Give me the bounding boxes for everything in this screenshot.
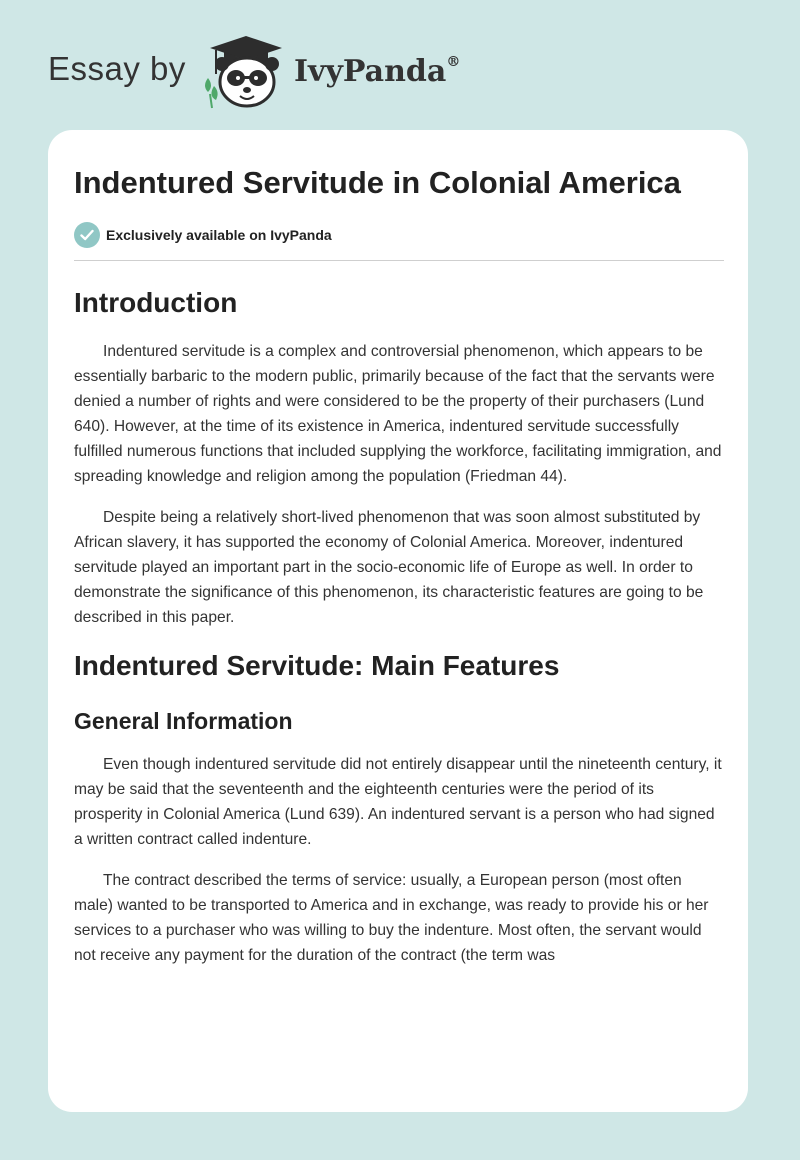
essay-title: Indentured Servitude in Colonial America <box>74 165 681 200</box>
brand-name[interactable] <box>294 54 460 89</box>
exclusive-badge-label: Exclusively available on IvyPanda <box>106 227 332 243</box>
exclusive-badge <box>74 222 724 248</box>
paragraph: Even though indentured servitude did not entirely disappear until the nineteenth century, it may be said that the seventeenth and the eighteenth centuries were the period of its prosperity in Colonial America (Lund 639). An indentured servant is a person who had signed a written contract called indenture. <box>74 756 722 848</box>
section-heading-main-features: Indentured Servitude: Main Features <box>74 650 560 681</box>
checkmark-icon <box>74 222 100 248</box>
registered-mark: ® <box>446 54 461 70</box>
paragraph: Despite being a relatively short-lived phenomenon that was soon almost substituted by African slavery, it has supported the economy of Colonial America. Moreover, indentured servitude played an important part in the socio-economic life of Europe as well. In order to demonstrate the significance of this phenomenon, its characteristic features are going to be described in this paper. <box>74 509 704 626</box>
site-header <box>0 0 800 120</box>
essay-by-label: Essay by <box>48 50 186 87</box>
title-divider <box>74 260 724 261</box>
brand-text: IvyPanda <box>294 54 447 89</box>
panda-logo-icon[interactable] <box>200 34 292 110</box>
paragraph: The contract described the terms of service: usually, a European person (most often male) wanted to be transported to America and in exchange, was ready to provide his or her services to a purchaser who was willing to buy the indenture. Most often, the servant would not receive any payment for the duration of the contract (the term was <box>74 872 709 964</box>
essay-card <box>48 130 748 1112</box>
section-heading-introduction: Introduction <box>74 287 238 318</box>
paragraph: Indentured servitude is a complex and controversial phenomenon, which appears to be essentially barbaric to the modern public, primarily because of the fact that the servants were denied a number of rights and were considered to be the property of their purchasers (Lund 640). However, at the time of its existence in America, indentured servitude successfully fulfilled numerous functions that included supplying the workforce, facilitating immigration, and spreading knowledge and religion among the population (Friedman 44). <box>74 343 722 485</box>
subsection-heading-general-information: General Information <box>74 708 293 734</box>
essay-content <box>74 162 724 968</box>
